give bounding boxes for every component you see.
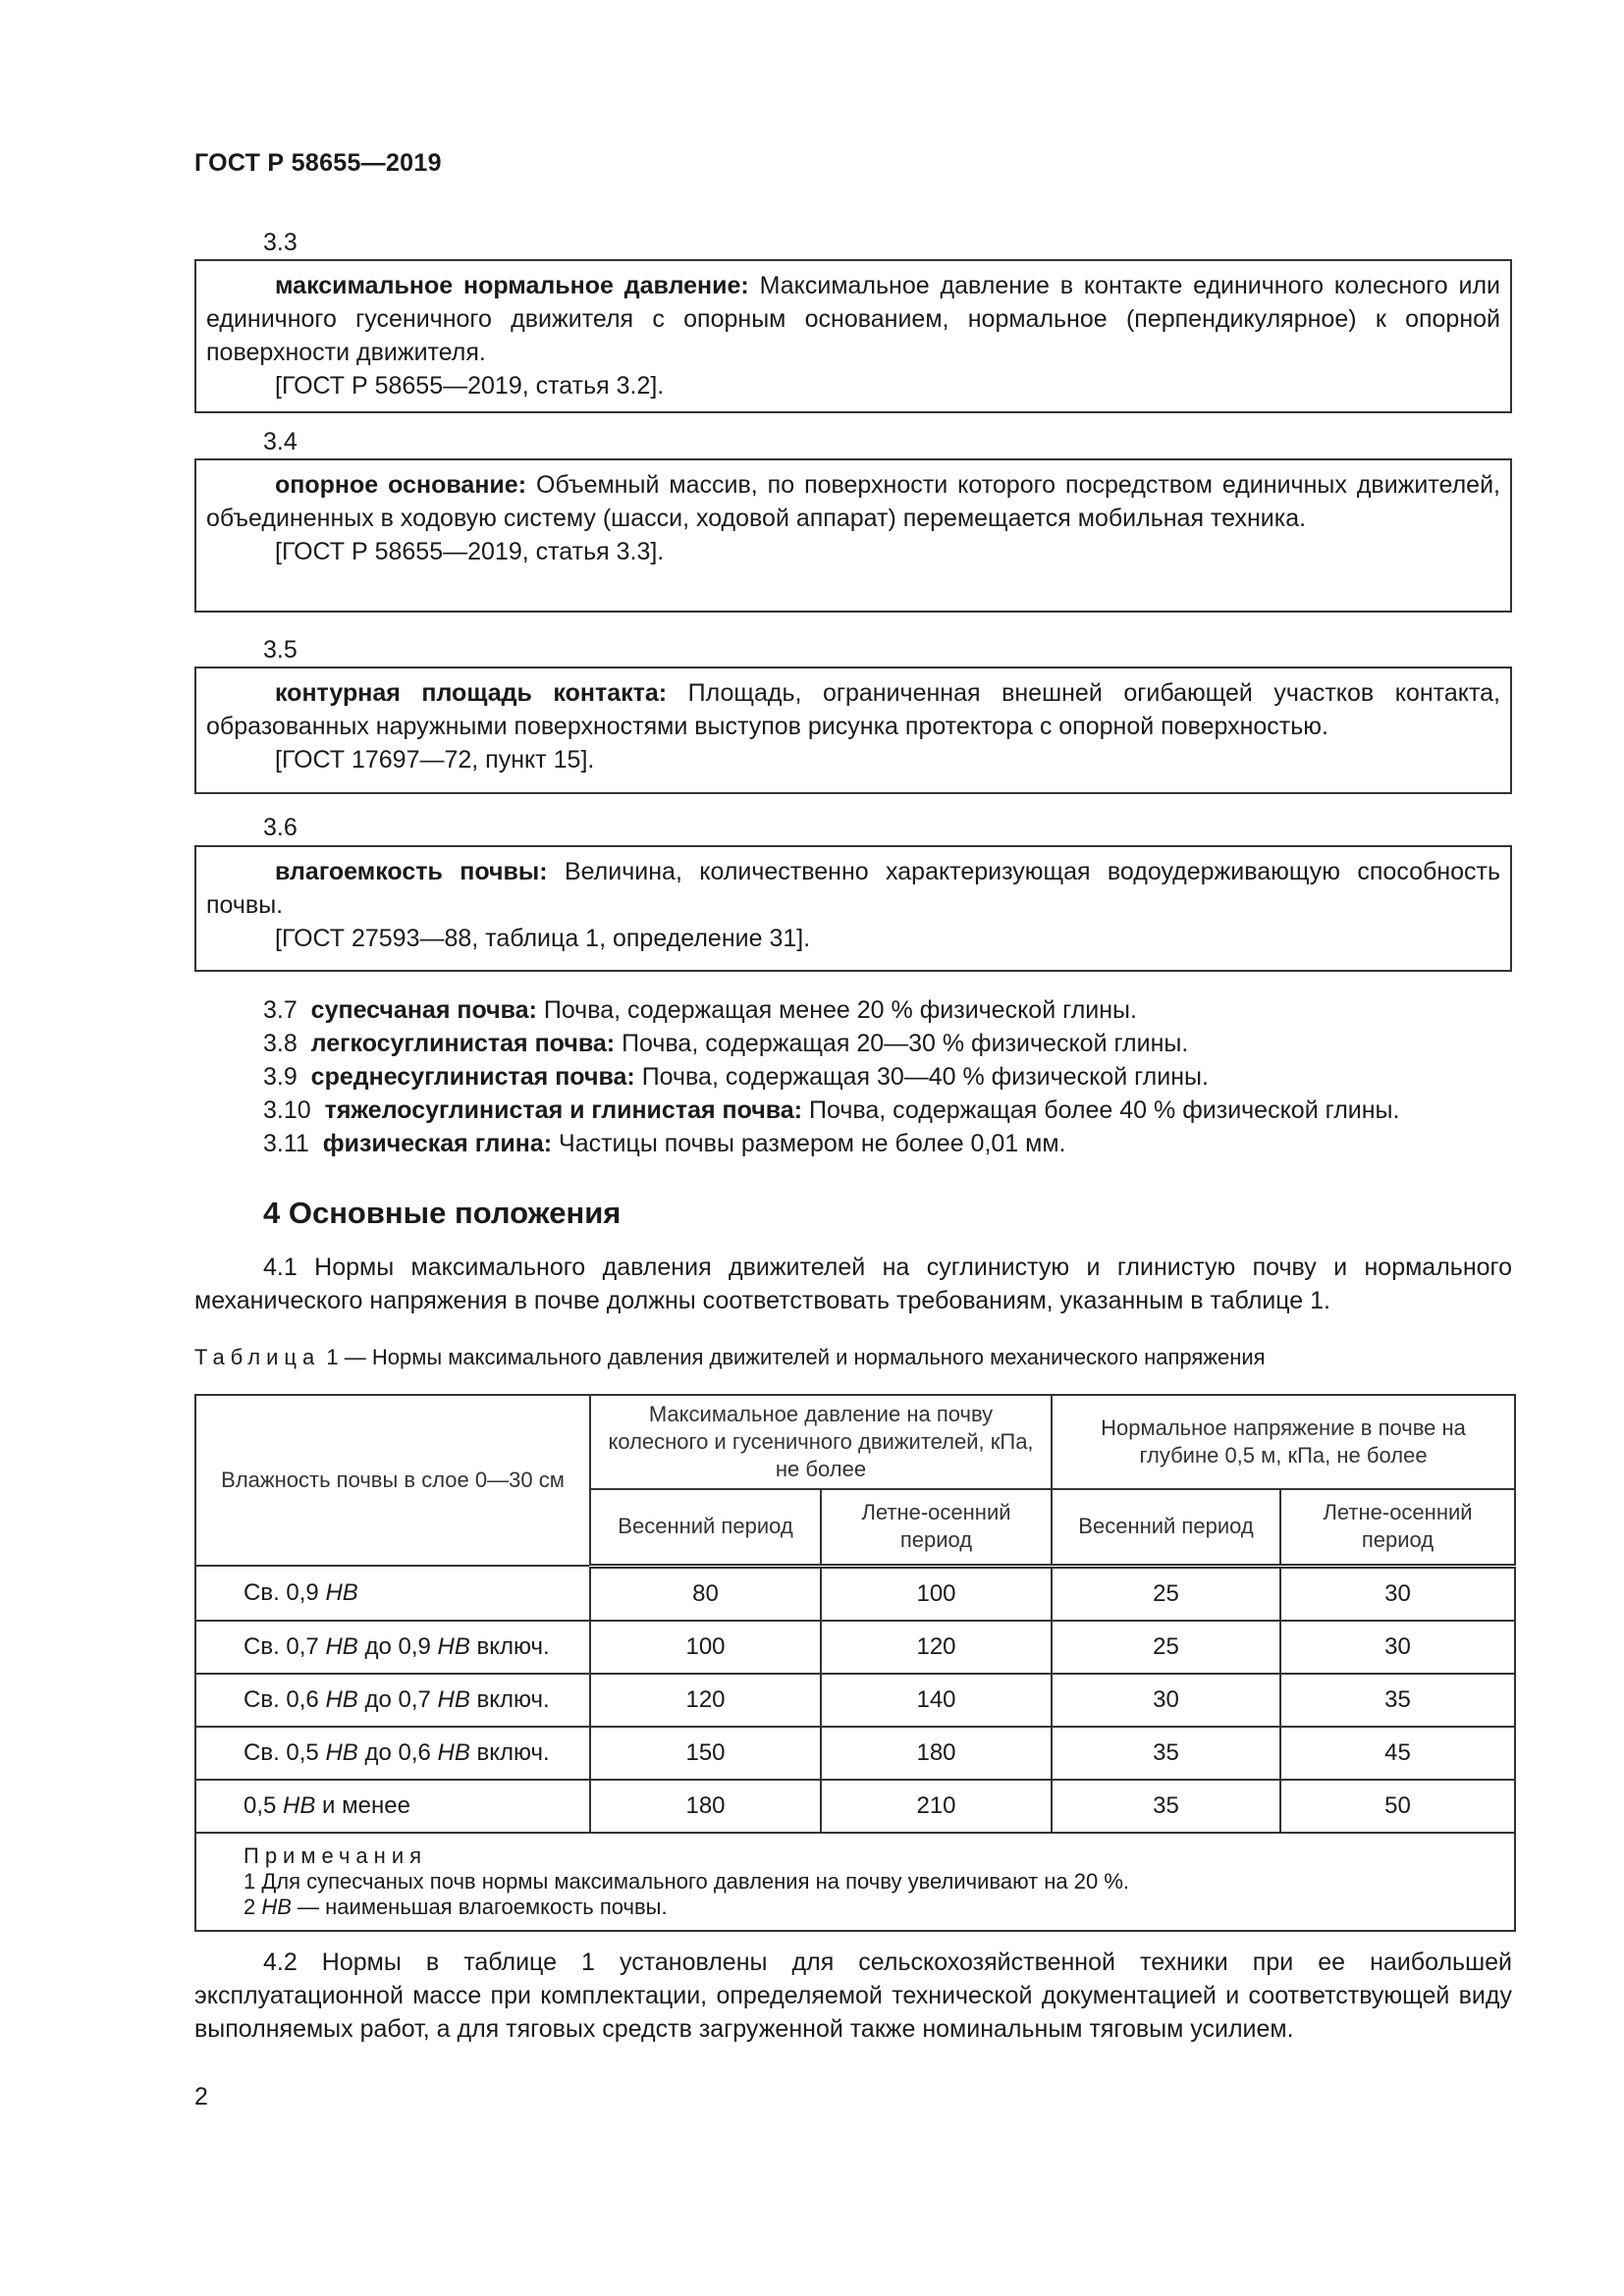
short-definition: 3.8 легкосуглинистая почва: Почва, содержащая 20—30 % физической глины.: [263, 1030, 1189, 1057]
paragraph-4-2: 4.2 Нормы в таблице 1 установлены для сельскохозяйственной техники при ее наибольшей эксплуатационной массе при комплектации, определяемой технической документацией и соответствующей виду выполняемых работ, а для тяговых средств загруженной также номинальным тяговым усилием.: [194, 1949, 1512, 2043]
definition-source: [ГОСТ Р 58655—2019, статья 3.3].: [275, 538, 665, 565]
table-subheader-summer: Летне-осенний период: [1280, 1489, 1515, 1566]
notes-caption: Примечания: [244, 1842, 428, 1868]
definition-source: [ГОСТ 27593—88, таблица 1, определение 31].: [275, 925, 811, 952]
short-definition: 3.9 среднесуглинистая почва: Почва, содержащая 30—40 % физической глины.: [263, 1063, 1209, 1091]
definition-text: максимальное нормальное давление: Максимальное давление в контакте единичного колесного или единичного гусеничного движителя с опорным основанием, нормальное (перпендикулярное) к опорной поверхности движителя.: [206, 272, 1500, 366]
table-row: Св. 0,6 НВ до 0,7 НВ включ. 120 140 30 35: [195, 1674, 1515, 1727]
table-row: Св. 0,7 НВ до 0,9 НВ включ. 100 120 25 30: [195, 1621, 1515, 1674]
clause-number: 3.6: [263, 814, 298, 841]
clause-number: 3.5: [263, 636, 298, 664]
table-row: Св. 0,5 НВ до 0,6 НВ включ. 150 180 35 45: [195, 1727, 1515, 1780]
paragraph-4-1: 4.1 Нормы максимального давления движителей на суглинистую и глинистую почву и нормального механического напряжения в почве должны соответствовать требованиям, указанным в таблице 1.: [194, 1254, 1512, 1314]
definition-term: опорное основание:: [275, 471, 527, 499]
table-subheader-summer: Летне-осенний период: [821, 1489, 1052, 1566]
clause-number: 3.4: [263, 428, 298, 455]
short-definition: 3.11 физическая глина: Частицы почвы размером не более 0,01 мм.: [263, 1130, 1066, 1157]
definition-source: [ГОСТ 17697—72, пункт 15].: [275, 746, 595, 774]
table-subheader-spring: Весенний период: [1052, 1489, 1280, 1566]
definition-source: [ГОСТ Р 58655—2019, статья 3.2].: [275, 372, 665, 400]
definition-text: опорное основание: Объемный массив, по поверхности которого посредством единичных движителей, объединенных в ходовую систему (шасси, ходовой аппарат) перемещается мобильная техника.: [206, 471, 1500, 532]
definition-term: контурная площадь контакта:: [275, 679, 668, 707]
table-header-stress: Нормальное напряжение в почве на глубине 0,5 м, кПа, не более: [1052, 1395, 1515, 1489]
definition-term: влагоемкость почвы:: [275, 858, 548, 885]
definition-text: влагоемкость почвы: Величина, количественно характеризующая водоудерживающую способность почвы.: [206, 858, 1501, 919]
note-item: 1 Для супесчаных почв нормы максимального давления на почву увеличивают на 20 %.: [244, 1868, 1130, 1894]
definition-box: [194, 667, 1512, 794]
table-caption: Таблица 1 — Нормы максимального давления движителей и нормального механического напряжения: [194, 1345, 1266, 1369]
definition-box: [194, 259, 1512, 413]
table-header-pressure: Максимальное давление на почву колесного и гусеничного движителей, кПа, не более: [590, 1395, 1052, 1489]
document-header: ГОСТ Р 58655—2019: [194, 149, 442, 177]
table-subheader-spring: Весенний период: [590, 1489, 821, 1566]
clause-number: 3.3: [263, 229, 298, 256]
short-definition: 3.7 супесчаная почва: Почва, содержащая менее 20 % физической глины.: [263, 996, 1137, 1024]
page-number: 2: [194, 2083, 208, 2110]
section-title: 4 Основные положения: [263, 1196, 622, 1230]
norms-table: [194, 1394, 1516, 1932]
definition-term: максимальное нормальное давление:: [275, 272, 749, 299]
table-header-moisture: Влажность почвы в слое 0—30 см: [195, 1395, 590, 1566]
table-notes: [195, 1833, 1515, 1931]
definition-text: контурная площадь контакта: Площадь, ограниченная внешней огибающей участков контакта, образованных наружными поверхностями выступов рисунка протектора с опорной поверхностью.: [206, 679, 1500, 740]
table-row: Св. 0,9 НВ 80 100 25 30: [195, 1566, 1515, 1621]
table-row: 0,5 НВ и менее 180 210 35 50: [195, 1780, 1515, 1833]
definition-box: [194, 458, 1512, 613]
definition-box: [194, 845, 1512, 972]
note-item: 2 НВ — наименьшая влагоемкость почвы.: [244, 1894, 668, 1919]
short-definition: 3.10 тяжелосуглинистая и глинистая почва: Почва, содержащая более 40 % физической глины.: [263, 1096, 1400, 1124]
